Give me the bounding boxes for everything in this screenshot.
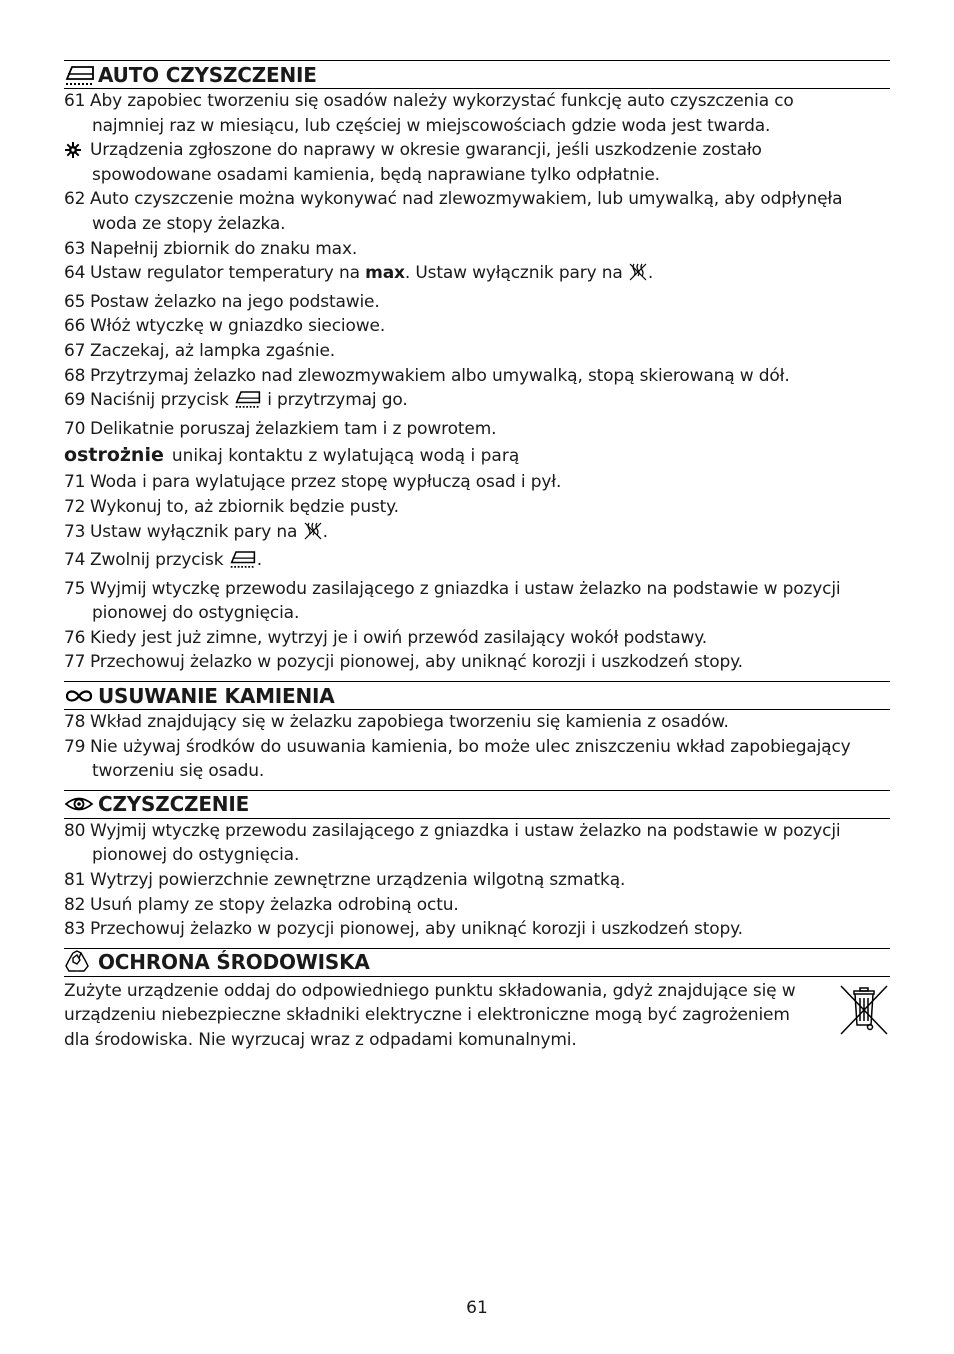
section-header-auto-cleaning (64, 60, 890, 89)
list-item: 75 Wyjmij wtyczkę przewodu zasilającego z gniazdka i ustaw żelazko na podstawie w pozycji pionowej do ostygnięcia. (64, 578, 841, 624)
section-title: CZYSZCZENIE (98, 792, 250, 817)
list-item: 83 Przechowuj żelazko w pozycji pionowej, aby uniknąć korozji i uszkodzeń stopy. (64, 919, 743, 940)
list-item: 82 Usuń plamy ze stopy żelazka odrobiną octu. (64, 894, 459, 915)
list-item: 76 Kiedy jest już zimne, wytrzyj je i owiń przewód zasilający wokół podstawy. (64, 627, 708, 648)
list-item: 64 Ustaw regulator temperatury na max. Ustaw wyłącznik pary na . (64, 261, 890, 290)
list-item: 77 Przechowuj żelazko w pozycji pionowej, aby uniknąć korozji i uszkodzeń stopy. (64, 652, 743, 673)
list-item: 68 Przytrzymaj żelazko nad zlewozmywakiem albo umywalką, stopą skierowaną w dół. (64, 365, 790, 386)
crossed-bin-icon (838, 983, 890, 1037)
iron-steam-icon (234, 389, 262, 417)
steam-off-icon (303, 521, 323, 549)
list-item: 71 Woda i para wylatujące przez stopę wypłuczą osad i pył. (64, 472, 562, 493)
eye-icon (64, 791, 98, 817)
recycle-icon (64, 949, 98, 975)
list-item: 81 Wytrzyj powierzchnie zewnętrzne urządzenia wilgotną szmatką. (64, 870, 626, 891)
list-item: 66 Włóż wtyczkę w gniazdko sieciowe. (64, 316, 386, 337)
environment-notice: Zużyte urządzenie oddaj do odpowiedniego punktu składowania, gdyż znajdujące się w urządzeniu niebezpieczne składniki elektryczne i elektroniczne mogą być zagrożeniem dla środowiska. Nie wyrzucaj wraz z odpadami komunalnymi. (64, 977, 890, 1053)
section-header-environment (64, 948, 890, 977)
list-item: 67 Zaczekaj, aż lampka zgaśnie. (64, 340, 336, 361)
list-item: 62 Auto czyszczenie można wykonywać nad zlewozmywakiem, lub umywalką, aby odpłynęła woda ze stopy żelazka. (64, 189, 843, 234)
list-item: 74 Zwolnij przycisk . (64, 548, 890, 577)
section-header-descaling (64, 681, 890, 710)
section-title: USUWANIE KAMIENIA (98, 683, 335, 708)
page-number: 61 (466, 1298, 488, 1318)
section-title: AUTO CZYSZCZENIE (98, 62, 317, 87)
caution-note (64, 441, 890, 470)
list-item: 80 Wyjmij wtyczkę przewodu zasilającego z gniazdka i ustaw żelazko na podstawie w pozycji pionowej do ostygnięcia. (64, 820, 841, 866)
list-item: 79 Nie używaj środków do usuwania kamienia, bo może ulec zniszczeniu wkład zapobiegający tworzeniu się osadu. (64, 736, 851, 782)
section-title: OCHRONA ŚRODOWISKA (98, 950, 370, 975)
caution-keyword: ostrożnie (64, 444, 164, 467)
manual-page (64, 60, 890, 1053)
list-item: 72 Wykonuj to, aż zbiornik będzie pusty. (64, 496, 399, 517)
list-item: 61 Aby zapobiec tworzeniu się osadów należy wykorzystać funkcję auto czyszczenia co najmniej raz w miesiącu, lub częściej w miejscowościach gdzie woda jest twarda. (64, 91, 794, 136)
list-item: 69 Naciśnij przycisk i przytrzymaj go. (64, 388, 890, 417)
list-item: 73 Ustaw wyłącznik pary na . (64, 520, 890, 549)
warning-star-icon (64, 138, 90, 187)
caution-text: unikaj kontaktu z wylatującą wodą i parą (171, 446, 520, 467)
iron-steam-icon (64, 62, 98, 88)
list-item: 63 Napełnij zbiornik do znaku max. (64, 238, 358, 259)
list-item: 78 Wkład znajdujący się w żelazku zapobiega tworzeniu się kamienia z osadów. (64, 712, 729, 733)
infinity-icon (64, 683, 98, 709)
list-item: 70 Delikatnie poruszaj żelazkiem tam i z powrotem. (64, 418, 497, 439)
list-item: 65 Postaw żelazko na jego podstawie. (64, 291, 380, 312)
steam-off-icon (628, 262, 648, 290)
section-header-cleaning (64, 790, 890, 819)
iron-steam-icon (229, 549, 257, 577)
list-item-warning: Urządzenia zgłoszone do naprawy w okresie gwarancji, jeśli uszkodzenie zostało spowodowane osadami kamienia, będą naprawiane tylko odpłatnie. (64, 138, 890, 187)
